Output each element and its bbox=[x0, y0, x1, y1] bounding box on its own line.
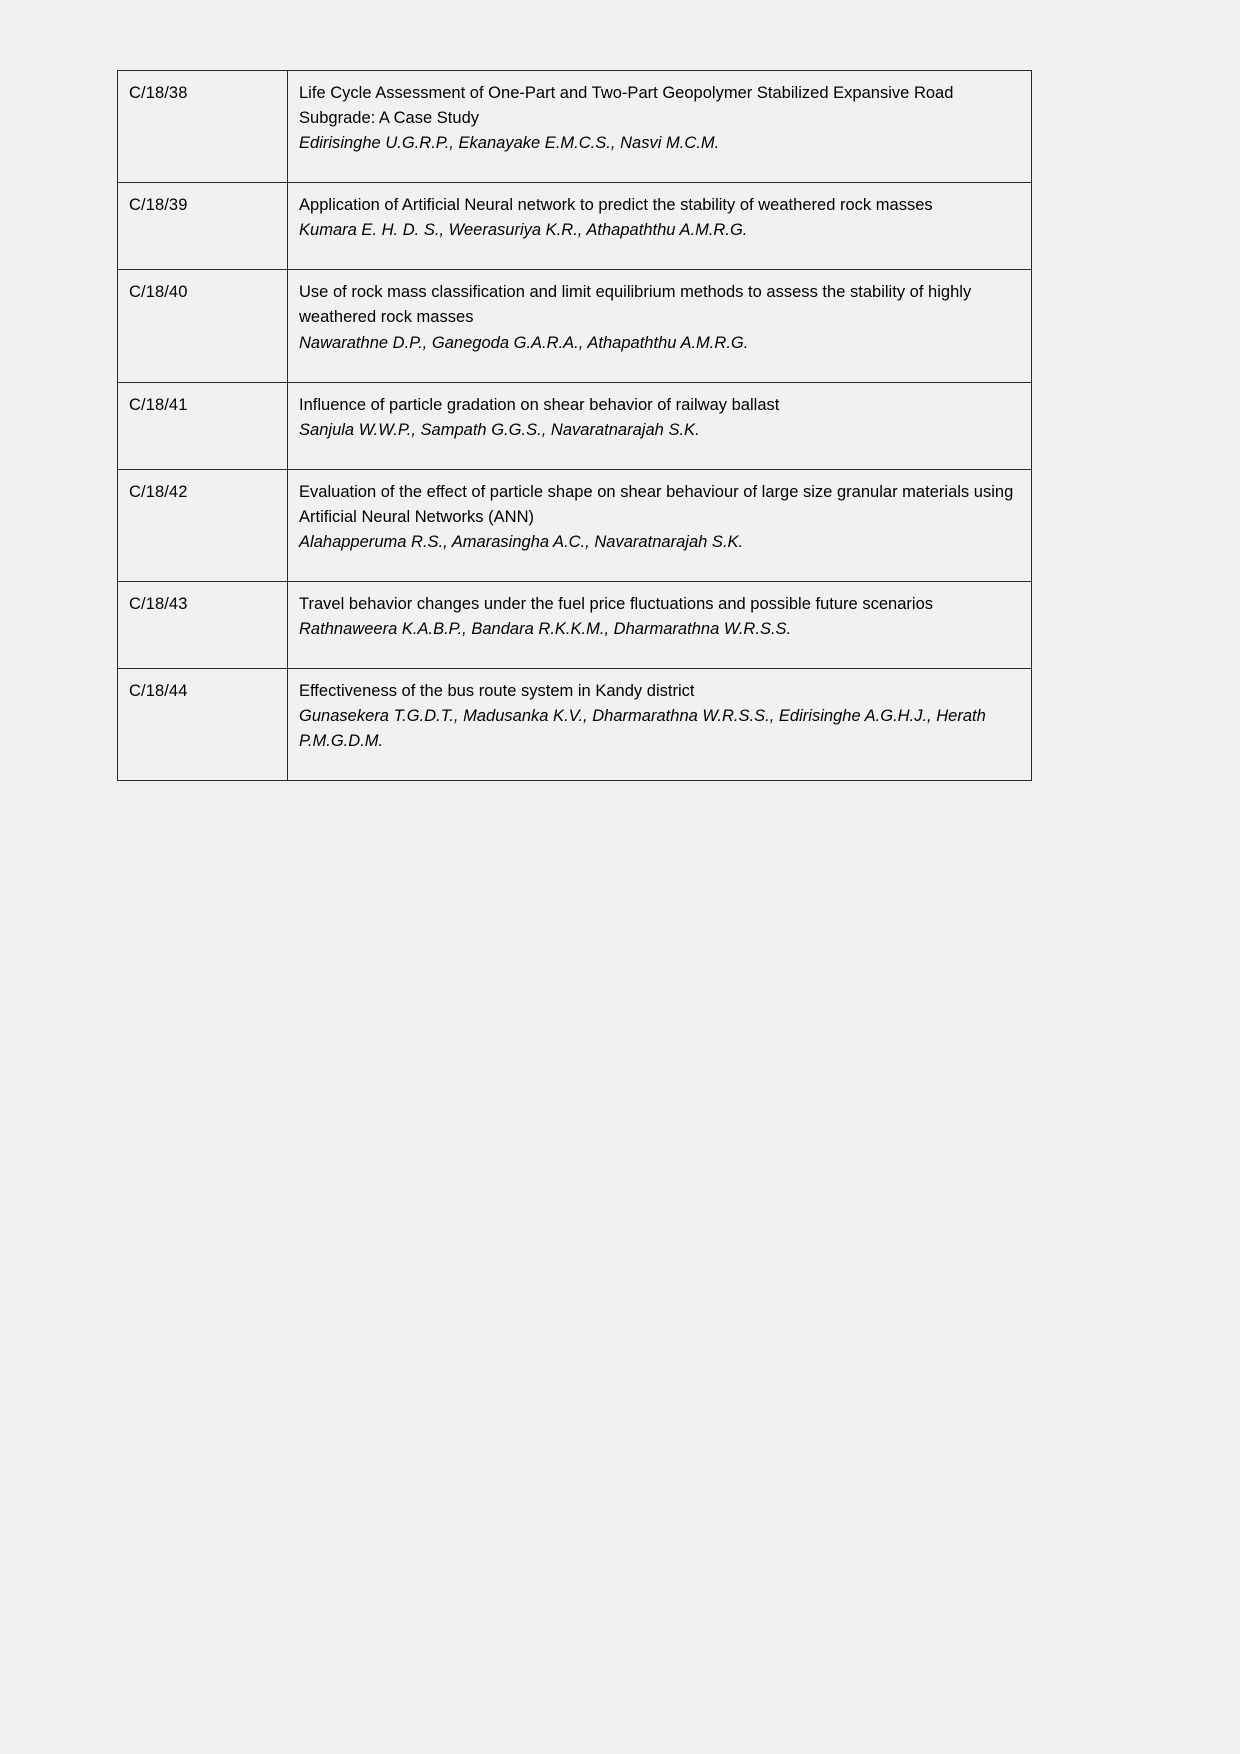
paper-authors: Rathnaweera K.A.B.P., Bandara R.K.K.M., Dharmarathna W.R.S.S. bbox=[299, 620, 792, 639]
paper-details-cell bbox=[288, 183, 1032, 270]
paper-authors: Edirisinghe U.G.R.P., Ekanayake E.M.C.S., Nasvi M.C.M. bbox=[299, 134, 720, 153]
table-body bbox=[118, 71, 1032, 781]
paper-title: Life Cycle Assessment of One-Part and Two-Part Geopolymer Stabilized Expansive Road Subgrade: A Case Study bbox=[299, 84, 954, 128]
paper-code: C/18/40 bbox=[129, 283, 188, 302]
paper-details-cell bbox=[288, 71, 1032, 183]
paper-details-cell bbox=[288, 469, 1032, 581]
paper-code-cell bbox=[118, 71, 288, 183]
paper-details-cell bbox=[288, 382, 1032, 469]
table-row bbox=[118, 469, 1032, 581]
paper-title: Effectiveness of the bus route system in Kandy district bbox=[299, 682, 695, 701]
table-row bbox=[118, 669, 1032, 781]
paper-code: C/18/43 bbox=[129, 595, 188, 614]
paper-title: Travel behavior changes under the fuel price fluctuations and possible future scenarios bbox=[299, 595, 934, 614]
paper-code: C/18/39 bbox=[129, 196, 188, 215]
paper-code-cell bbox=[118, 382, 288, 469]
table-row bbox=[118, 183, 1032, 270]
paper-code-cell bbox=[118, 183, 288, 270]
paper-code-cell bbox=[118, 469, 288, 581]
paper-authors: Alahapperuma R.S., Amarasingha A.C., Navaratnarajah S.K. bbox=[299, 532, 744, 551]
paper-code: C/18/44 bbox=[129, 682, 188, 701]
table-row bbox=[118, 382, 1032, 469]
paper-title: Influence of particle gradation on shear behavior of railway ballast bbox=[299, 395, 780, 414]
paper-details-cell bbox=[288, 270, 1032, 382]
paper-details-cell bbox=[288, 582, 1032, 669]
paper-code-cell bbox=[118, 669, 288, 781]
paper-code: C/18/38 bbox=[129, 84, 188, 102]
paper-title: Use of rock mass classification and limit equilibrium methods to assess the stability of highly weathered rock masses bbox=[299, 283, 972, 327]
paper-authors: Gunasekera T.G.D.T., Madusanka K.V., Dharmarathna W.R.S.S., Edirisinghe A.G.H.J., Herath P.M.G.D.M. bbox=[299, 707, 986, 751]
paper-authors: Sanjula W.W.P., Sampath G.G.S., Navaratnarajah S.K. bbox=[299, 420, 700, 439]
paper-authors: Nawarathne D.P., Ganegoda G.A.R.A., Athapaththu A.M.R.G. bbox=[299, 333, 749, 352]
paper-code-cell bbox=[118, 270, 288, 382]
paper-code: C/18/41 bbox=[129, 395, 188, 414]
table-row bbox=[118, 582, 1032, 669]
paper-listing-table bbox=[117, 70, 1032, 781]
paper-details-cell bbox=[288, 669, 1032, 781]
paper-code-cell bbox=[118, 582, 288, 669]
paper-title: Evaluation of the effect of particle shape on shear behaviour of large size granular materials using Artificial Neural Networks (ANN) bbox=[299, 482, 1014, 526]
paper-title: Application of Artificial Neural network to predict the stability of weathered rock masses bbox=[299, 196, 933, 215]
paper-code: C/18/42 bbox=[129, 482, 188, 501]
table-row bbox=[118, 270, 1032, 382]
paper-authors: Kumara E. H. D. S., Weerasuriya K.R., Athapaththu A.M.R.G. bbox=[299, 221, 748, 240]
table-row bbox=[118, 71, 1032, 183]
